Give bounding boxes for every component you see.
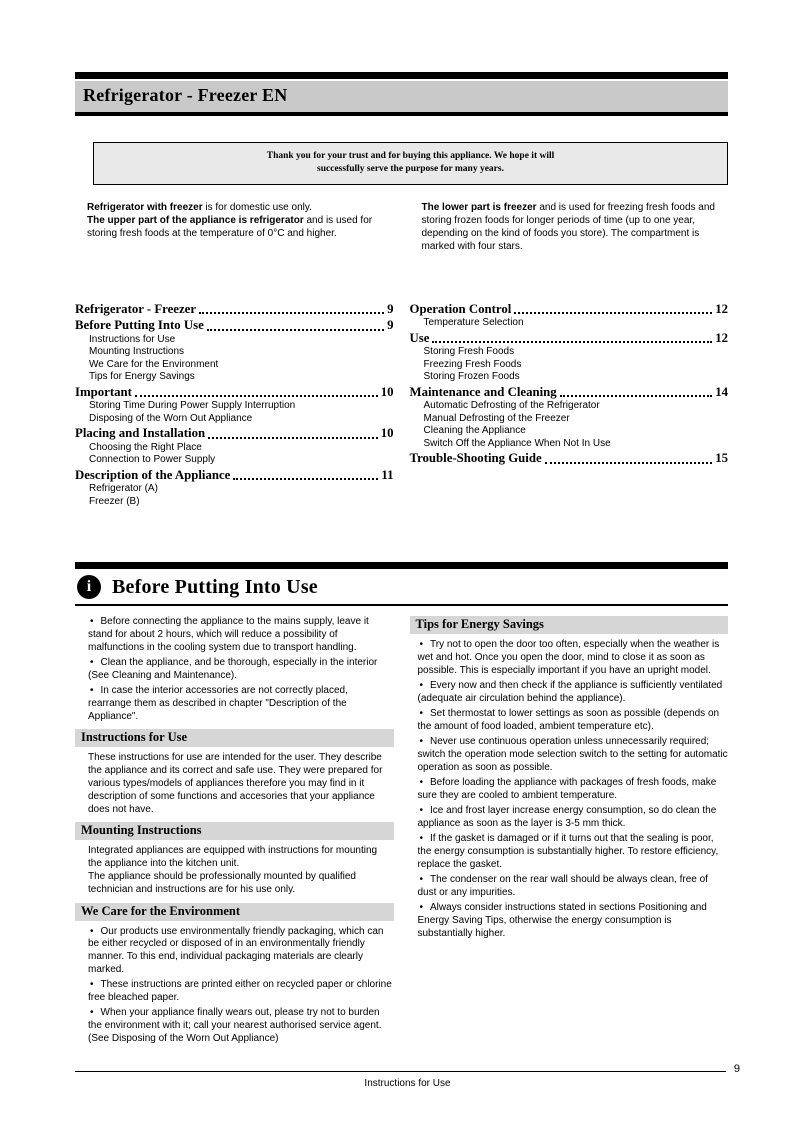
toc-subentry: Disposing of the Worn Out Appliance	[89, 412, 253, 424]
page-footer	[75, 1060, 740, 1089]
footer-divider	[75, 1060, 726, 1072]
list-item	[418, 833, 729, 871]
list-item-text: When your appliance finally wears out, please try not to burden the environment with it; call your nearest authorised service agent. (See Disposing of the Worn Out Appliance)	[88, 1007, 382, 1045]
table-of-contents	[75, 301, 728, 509]
list-item	[88, 657, 394, 683]
bullet-icon	[418, 736, 431, 747]
toc-subentry: Refrigerator (A)	[89, 483, 158, 495]
toc-subentry: Storing Frozen Foods	[423, 371, 520, 383]
list-item	[418, 874, 729, 900]
toc-entry-label: Maintenance and Cleaning	[409, 384, 557, 399]
toc-subentry: Mounting Instructions	[89, 346, 185, 358]
document-header	[75, 72, 728, 116]
toc-subentry: Connection to Power Supply	[89, 454, 216, 466]
bullet-icon	[418, 639, 431, 650]
list-item	[418, 680, 729, 706]
body-paragraph: These instructions for use are intended for the user. They describe the appliance and its correct and safe use. They were prepared for various types/models of appliances therefore you may find in it description of some functions and accesories that your appliance does not have.	[88, 752, 383, 815]
toc-entry-label: Important	[75, 384, 132, 399]
section-heading-mounting: Mounting Instructions	[75, 822, 394, 840]
list-item-text: Try not to open the door too often, especially when the weather is wet and hot. Once you open the door, mind to close it as soon as possible. This is especially important if you have an upright model.	[417, 639, 720, 676]
list-item	[418, 639, 729, 677]
toc-entry	[410, 302, 729, 318]
section-heading-instructions: Instructions for Use	[75, 729, 394, 747]
toc-subentry: Manual Defrosting of the Freezer	[423, 412, 570, 424]
list-item-text: Clean the appliance, and be thorough, especially in the interior (See Cleaning and Maintenance).	[88, 656, 378, 681]
list-item	[418, 708, 729, 734]
bullet-icon	[418, 708, 431, 719]
toc-entry	[410, 385, 729, 401]
toc-subentry: Freezing Fresh Foods	[423, 358, 522, 370]
toc-entry-label: Before Putting Into Use	[75, 318, 204, 333]
toc-subentry: Cleaning the Appliance	[423, 425, 526, 437]
header-top-bar	[75, 72, 728, 79]
toc-subentry: Storing Time During Power Supply Interruption	[89, 400, 296, 412]
toc-leader	[514, 312, 712, 314]
bullet-icon	[88, 1007, 101, 1018]
toc-leader	[208, 437, 378, 439]
list-item	[88, 979, 394, 1005]
list-item-text: If the gasket is damaged or if it turns out that the sealing is poor, the energy consumption is substantially higher. To restore efficiency, replace the gasket.	[417, 833, 719, 870]
toc-page-number: 9	[387, 318, 394, 333]
toc-subentry: Instructions for Use	[89, 333, 176, 345]
toc-entry-label: Operation Control	[409, 301, 512, 316]
page-number: 9	[733, 1063, 740, 1075]
toc-entry	[75, 468, 394, 484]
toc-leader	[207, 329, 384, 331]
section-heading-tips: Tips for Energy Savings	[410, 616, 729, 634]
toc-subentry: We Care for the Environment	[89, 358, 219, 370]
intro-paragraph: The upper part of the appliance is refrigerator and is used for storing fresh foods at the temperature of 0°C and higher.	[87, 214, 373, 239]
body-paragraph: The appliance should be professionally mounted by qualified technician and instructions are for his use only.	[88, 871, 356, 895]
list-item	[88, 1007, 394, 1045]
list-item-text: Set thermostat to lower settings as soon as possible (depends on the amount of food loaded, ambient temperature etc).	[417, 708, 720, 732]
intro-right-column	[410, 201, 729, 253]
toc-entry-label: Use	[409, 330, 430, 345]
list-item-text: Our products use environmentally friendly packaging, which can be either recycled or disposed of in an environmentally friendly manner. To this end, individual packaging materials are clearly marked.	[88, 925, 384, 976]
notice-box	[93, 142, 728, 185]
list-item	[418, 902, 729, 940]
toc-page-number: 14	[715, 384, 728, 399]
bullet-icon	[88, 979, 101, 990]
list-item-text: Every now and then check if the appliance is sufficiently ventilated (adequate air circulation behind the appliance).	[417, 679, 723, 704]
body-left-column	[75, 616, 394, 1048]
bullet-icon	[418, 833, 431, 844]
bullet-icon	[418, 874, 431, 885]
toc-page-number: 10	[380, 426, 394, 441]
toc-subentry: Freezer (B)	[89, 495, 140, 507]
intro-section	[75, 201, 728, 253]
toc-entry-label: Description of the Appliance	[75, 467, 231, 482]
info-icon	[77, 575, 101, 599]
toc-subentry: Switch Off the Appliance When Not In Use	[423, 437, 611, 449]
toc-entry	[410, 451, 729, 467]
page-title: Refrigerator - Freezer EN	[83, 85, 288, 105]
toc-subentry: Tips for Energy Savings	[89, 371, 195, 383]
list-item	[418, 805, 729, 831]
toc-leader	[560, 395, 713, 397]
list-item-text: Ice and frost layer increase energy consumption, so do clean the appliance as soon as the layer is 3-5 mm thick.	[417, 805, 717, 829]
list-item-text: The condenser on the rear wall should be always clean, free of dust or any impurities.	[417, 874, 708, 898]
list-item-text: Before connecting the appliance to the mains supply, leave it stand for about 2 hours, which will reduce a possibility of malfunctions in the cooling system due to transport handling.	[88, 616, 369, 653]
bullet-icon	[418, 902, 431, 913]
toc-entry	[75, 302, 394, 318]
list-item-text: These instructions are printed either on recycled paper or chlorine free bleached paper.	[88, 979, 392, 1004]
notice-text: Thank you for your trust and for buying this appliance. We hope it will successfully serve the purpose for many years.	[266, 150, 555, 174]
body-section	[75, 616, 728, 1048]
toc-subentry: Choosing the Right Place	[89, 441, 202, 453]
footer-label: Instructions for Use	[364, 1078, 451, 1089]
intro-left-column	[75, 201, 394, 253]
intro-paragraph: The lower part is freezer and is used for freezing fresh foods and storing frozen foods for longer periods of time (up to one year, depending on the kind of foods you store). The compartment is marked with four stars.	[421, 201, 715, 252]
toc-page-number: 11	[381, 467, 394, 482]
toc-left-column	[75, 301, 394, 509]
toc-page-number: 15	[715, 451, 728, 466]
intro-paragraph: Refrigerator with freezer is for domestic use only.	[87, 201, 312, 213]
list-item-text: In case the interior accessories are not correctly placed, rearrange them as described in chapter "Description of the Appliance".	[88, 685, 348, 722]
toc-page-number: 9	[387, 301, 394, 316]
bullet-icon	[418, 777, 431, 788]
section-heading-environment: We Care for the Environment	[75, 903, 394, 921]
section-header	[75, 562, 728, 606]
list-item-text: Before loading the appliance with packages of fresh foods, make sure they are cooled to ambient temperature.	[417, 777, 717, 801]
toc-page-number: 12	[715, 330, 728, 345]
toc-entry	[410, 331, 729, 347]
toc-page-number: 10	[380, 384, 394, 399]
list-item	[418, 777, 729, 803]
toc-entry-label: Refrigerator - Freezer	[75, 301, 197, 316]
toc-right-column	[410, 301, 729, 509]
bullet-icon	[88, 926, 101, 937]
toc-leader	[545, 462, 713, 464]
body-right-column	[410, 616, 729, 1048]
footer-rule-row	[75, 1060, 740, 1075]
list-item	[88, 926, 394, 977]
toc-subentry: Automatic Defrosting of the Refrigerator	[423, 400, 600, 412]
bullet-icon	[418, 805, 431, 816]
title-band	[75, 81, 728, 116]
toc-entry-label: Trouble-Shooting Guide	[409, 451, 542, 466]
toc-entry	[75, 426, 394, 442]
list-item-text: Never use continuous operation unless unnecessarily required; switch the operation mode selection switch to the setting for automatic operation as soon as possible.	[417, 736, 728, 773]
toc-leader	[135, 395, 378, 397]
list-item	[418, 736, 729, 774]
bullet-icon	[88, 685, 101, 696]
toc-leader	[432, 341, 712, 343]
toc-leader	[233, 478, 378, 480]
toc-page-number: 12	[715, 301, 728, 316]
toc-entry-label: Placing and Installation	[75, 426, 206, 441]
section-title: Before Putting Into Use	[112, 576, 318, 599]
list-item-text: Always consider instructions stated in sections Positioning and Energy Saving Tips, otherwise the energy consumption is substantially higher.	[417, 902, 707, 939]
list-item	[88, 616, 394, 654]
bullet-icon	[418, 680, 431, 691]
toc-subentry: Temperature Selection	[423, 317, 524, 329]
section-title-row	[75, 571, 728, 606]
bullet-icon	[88, 657, 101, 668]
bullet-icon	[88, 616, 101, 627]
section-top-bar	[75, 562, 728, 569]
body-paragraph: Integrated appliances are equipped with instructions for mounting the appliance into the kitchen unit.	[88, 845, 378, 870]
toc-leader	[199, 312, 384, 314]
toc-entry	[75, 318, 394, 334]
toc-entry	[75, 385, 394, 401]
list-item	[88, 685, 394, 723]
toc-subentry: Storing Fresh Foods	[423, 346, 515, 358]
